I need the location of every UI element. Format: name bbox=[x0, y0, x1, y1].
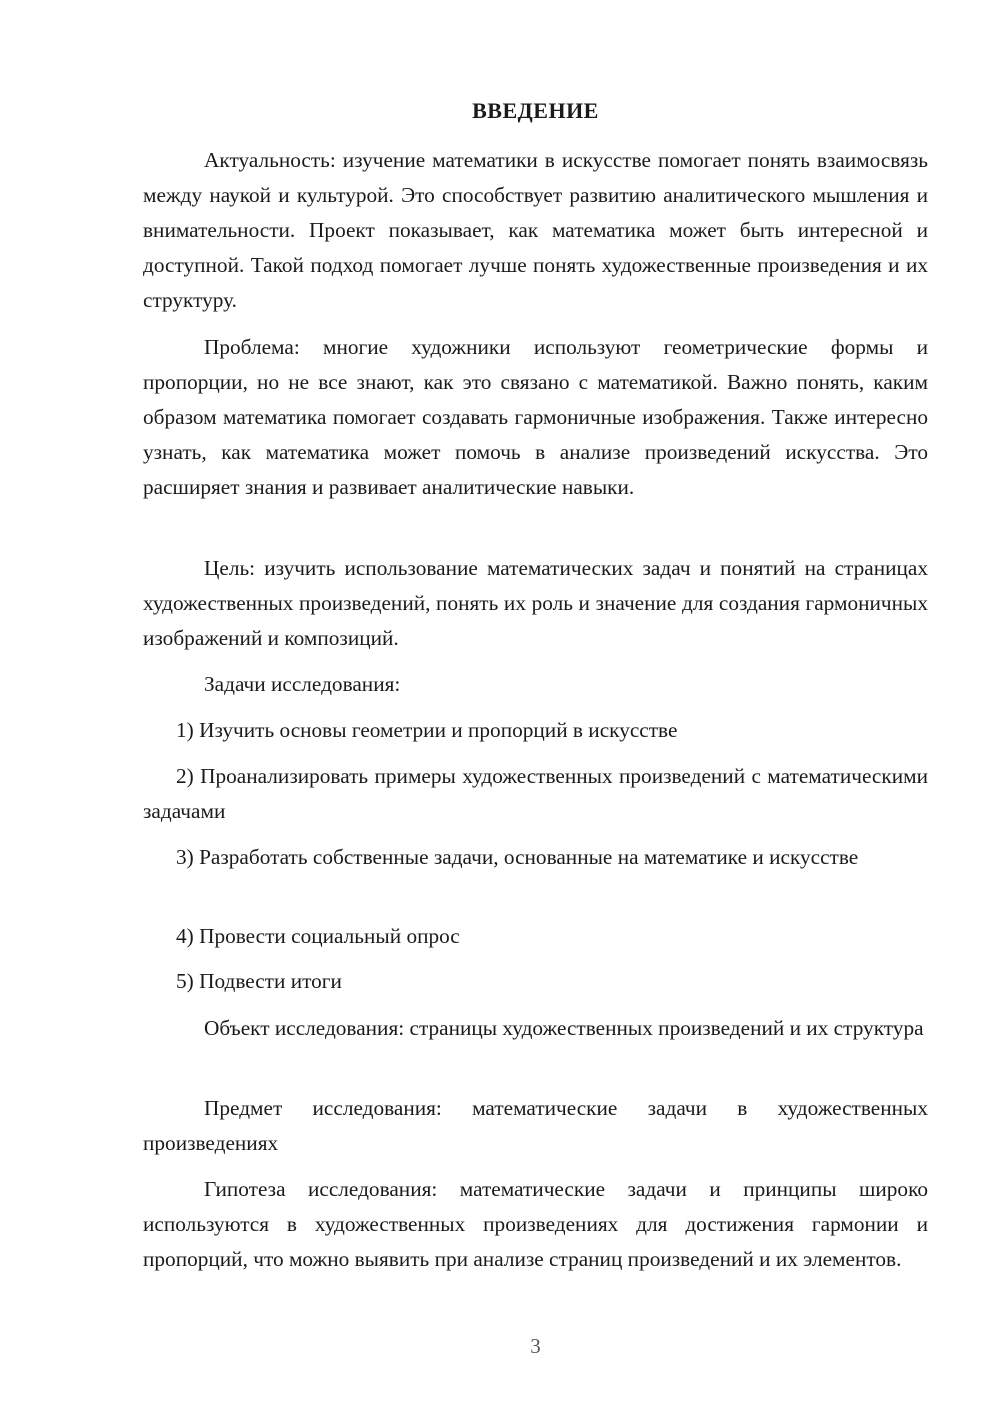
paragraph-problem: Проблема: многие художники используют геометрические формы и пропорции, но не все знают, как это связано с математикой. Важно понять, каким образом математика помогает создавать гармоничные изображения. Также интересно узнать, как математика может помочь в анализе произведений искусства. Это расширяет знания и развивает аналитические навыки. bbox=[143, 335, 928, 499]
task-item-4: 4) Провести социальный опрос bbox=[176, 924, 460, 948]
task-item-5: 5) Подвести итоги bbox=[176, 969, 342, 993]
paragraph-goal: Цель: изучить использование математических задач и понятий на страницах художественных произведений, понять их роль и значение для создания гармоничных изображений и композиций. bbox=[143, 556, 928, 650]
paragraph-relevance: Актуальность: изучение математики в искусстве помогает понять взаимосвязь между наукой и культурой. Это способствует развитию аналитического мышления и внимательности. Проект показывает, как математика может быть интересной и доступной. Такой подход помогает лучше понять художественные произведения и их структуру. bbox=[143, 148, 928, 312]
tasks-heading: Задачи исследования: bbox=[204, 672, 401, 696]
section-title: ВВЕДЕНИЕ bbox=[472, 98, 599, 123]
task-item-2: 2) Проанализировать примеры художественных произведений с математическими задачами bbox=[143, 764, 928, 823]
task-item-1: 1) Изучить основы геометрии и пропорций в искусстве bbox=[176, 718, 678, 742]
page-number: 3 bbox=[530, 1334, 541, 1358]
paragraph-hypothesis: Гипотеза исследования: математические задачи и принципы широко используются в художественных произведениях для достижения гармонии и пропорций, что можно выявить при анализе страниц произведений и их элементов. bbox=[143, 1177, 928, 1271]
paragraph-object: Объект исследования: страницы художественных произведений и их структура bbox=[204, 1016, 924, 1040]
task-item-3: 3) Разработать собственные задачи, основанные на математике и искусстве bbox=[176, 845, 859, 869]
paragraph-subject: Предмет исследования: математические задачи в художественных произведениях bbox=[143, 1096, 928, 1155]
document-page bbox=[143, 0, 928, 1414]
